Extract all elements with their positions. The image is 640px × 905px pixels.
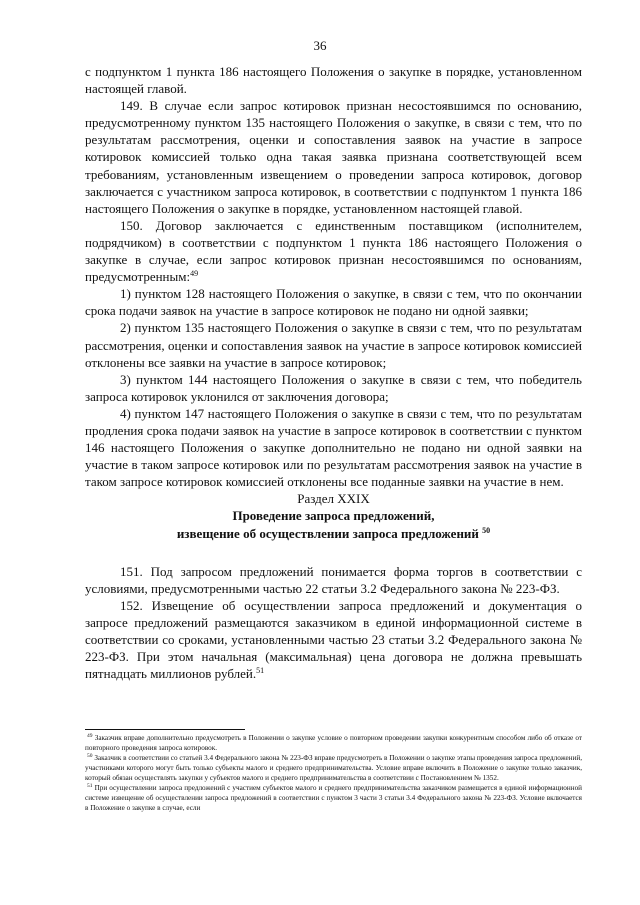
- list-item-3: 3) пунктом 144 настоящего Положения о закупке в связи с тем, что победитель запроса котировок уклонился от заключения договора;: [85, 371, 582, 404]
- page-number: 36: [313, 38, 327, 53]
- footnote-49-number: 49: [87, 733, 93, 739]
- paragraph-150-text: 150. Договор заключается с единственным поставщиком (исполнителем, подрядчиком) в соответствии с подпунктом 1 пункта 186 настоящего Положения о закупке в случае, если запрос котировок признан несостоявшимся по основаниям, предусмотренным:: [85, 217, 582, 285]
- footnote-50-text: Заказчик в соответствии со статьей 3.4 Федерального закона № 223-ФЗ вправе предусмотреть в Положении о закупке этапы проведения запроса предложений, участниками которого могут быть только субъекты малого и среднего предпринимательства. Условие вправе включить в Положение о закупке только заказчик, который обязан осуществлять закупки у субъектов малого и среднего предпринимательства в соответствии с Постановлением № 1352.: [85, 754, 583, 782]
- footnote-51-number: 51: [87, 783, 93, 789]
- paragraph-intro: с подпунктом 1 пункта 186 настоящего Положения о закупке в порядке, установленном настоящей главой.: [85, 64, 582, 97]
- footnote-ref-49: 49: [190, 269, 199, 279]
- section-title-line-2-text: извещение об осуществлении запроса предложений: [176, 525, 479, 541]
- footnotes: [85, 733, 582, 813]
- footnote-51-text: При осуществлении запроса предложений с участием субъектов малого и среднего предпринимательства заказчиком размещается в единой информационной системе извещение об осуществлении запроса предложений в соответствии с пунктом 3 части 3 статьи 3.4 Федерального закона № 223-ФЗ. Условие включается в Положение о закупке в случае, если: [85, 784, 583, 812]
- paragraph-152-text: 152. Извещение об осуществлении запроса предложений и документация о запросе предложений размещаются заказчиком в единой информационной системе в соответствии со сроками, установленными частью 23 статьи 3.2 Федерального закона № 223-ФЗ. При этом начальная (максимальная) цена договора не должна превышать пятнадцать миллионов рублей.: [85, 597, 582, 682]
- section-title-line-1: Проведение запроса предложений,: [232, 508, 435, 524]
- list-item-2: 2) пунктом 135 настоящего Положения о закупке в связи с тем, что по результатам рассмотрения, оценки и сопоставления заявок на участие в запросе котировок комиссией отклонены все заявки на участие в запросе котировок;: [85, 320, 582, 370]
- footnote-ref-50: 50: [482, 525, 491, 535]
- section-title-line-2: [85, 525, 582, 542]
- paragraph-152: [85, 597, 582, 682]
- paragraph-149: 149. В случае если запрос котировок признан несостоявшимся по основанию, предусмотренному пунктом 135 настоящего Положения о закупке, в связи с тем, что по результатам рассмотрения, оценки и сопоставления заявок на участие в запросе котировок комиссией только одна такая заявка признана соответствующей всем требованиям, установленным извещением о проведении запроса котировок, договор заключается с участником запроса котировок, в соответствии с подпунктом 1 пункта 186 настоящего Положения о закупке в порядке, установленном настоящей главой.: [85, 98, 582, 216]
- list-item-4: 4) пунктом 147 настоящего Положения о закупке в связи с тем, что по результатам продления срока подачи заявок на участие в запросе котировок в соответствии с пунктом 146 настоящего Положения о закупке дополнительно не подано ни одной заявки на участие в таком запросе котировок или по результатам рассмотрения заявок на участие в таком запросе котировок комиссией отклонены все поданные заявки на участие в нем.: [85, 405, 582, 490]
- paragraph-150: [85, 217, 582, 285]
- footnote-divider: [85, 729, 245, 730]
- list-item-1: 1) пунктом 128 настоящего Положения о закупке, в связи с тем, что по окончании срока подачи заявок на участие в запросе котировок не подано ни одной заявки;: [85, 286, 582, 319]
- footnote-ref-51: 51: [256, 666, 265, 676]
- document-body: [85, 63, 582, 682]
- spacer: [85, 542, 582, 563]
- footnote-50: [85, 753, 582, 783]
- footnote-49: [85, 733, 582, 753]
- footnote-51: [85, 783, 582, 813]
- footnote-49-text: Заказчик вправе дополнительно предусмотреть в Положении о закупке условие о повторном проведении закупки конкурентным способом либо об отказе от повторного проведения запроса котировок.: [85, 734, 583, 752]
- section-label: Раздел XXIX: [297, 491, 370, 507]
- paragraph-151: 151. Под запросом предложений понимается форма торгов в соответствии с условиями, предусмотренными частью 22 статьи 3.2 Федерального закона № 223-ФЗ.: [85, 563, 582, 596]
- footnote-50-number: 50: [87, 753, 93, 759]
